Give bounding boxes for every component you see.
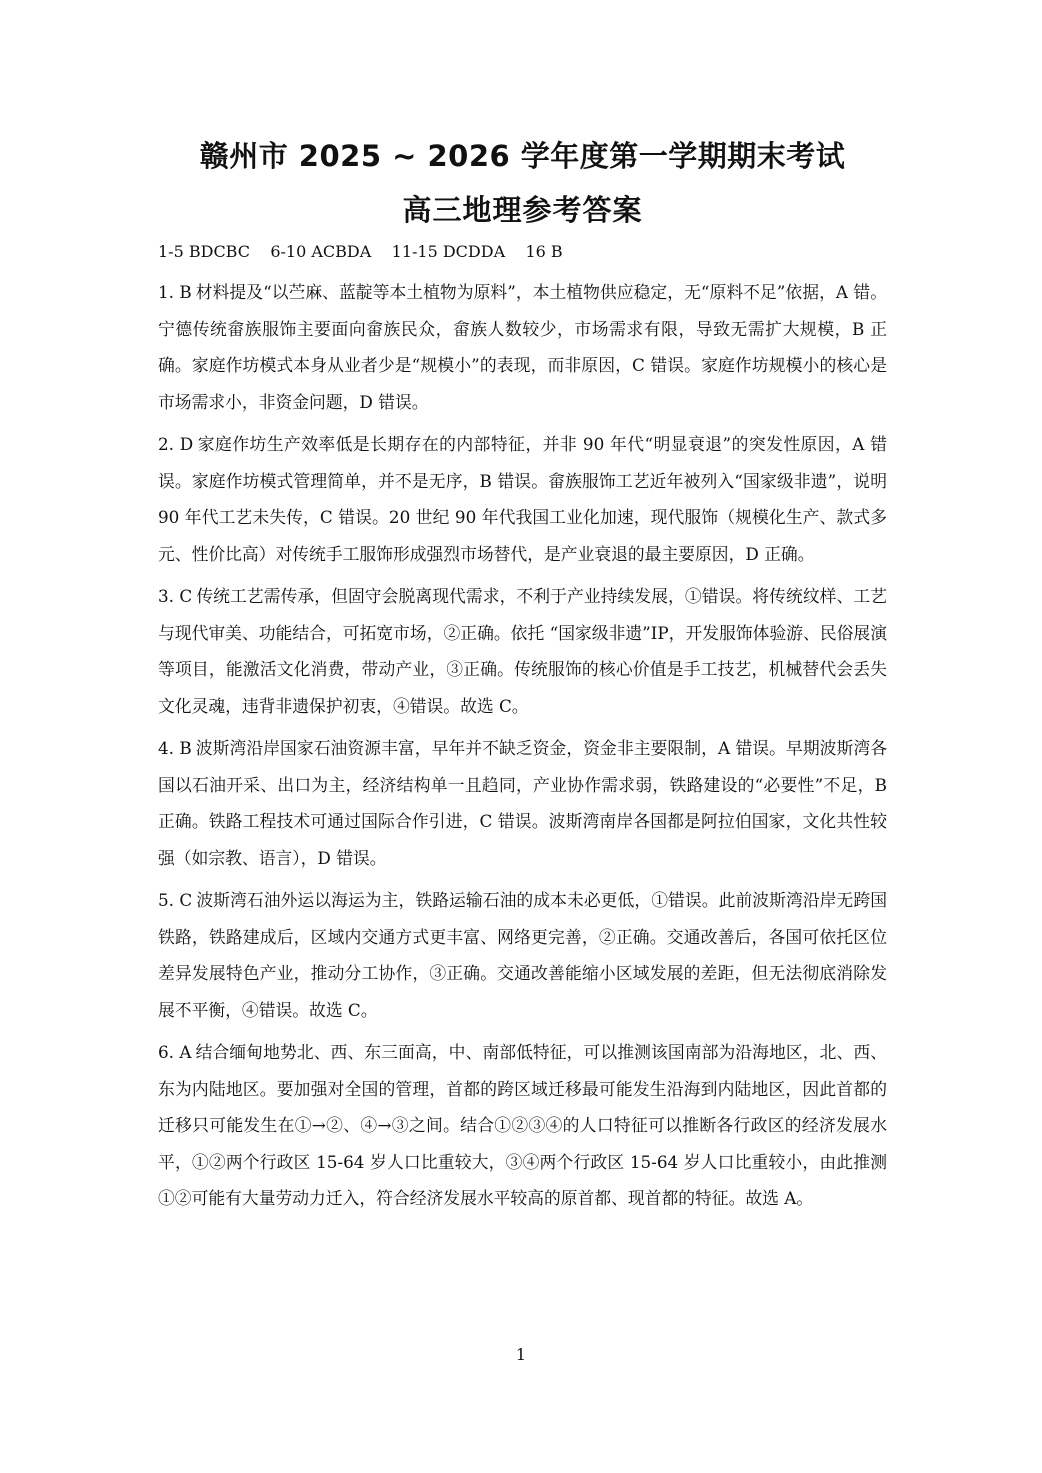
question-label: 5. C — [158, 890, 193, 910]
explanation-text: 传统工艺需传承，但固守会脱离现代需求，不利于产业持续发展，①错误。将传统纹样、工艺与现代审美、功能结合，可拓宽市场，②正确。依托 “国家级非遗”IP，开发服饰体验游、民俗展演等项目，能激活文化消费，带动产业，③正确。传统服饰的核心价值是手工技艺，机械替代会丢失文化灵魂，违背非遗保护初衷，④错误。故选 C。 — [158, 586, 887, 716]
explanation-item — [158, 1034, 887, 1217]
explanation-item — [158, 426, 887, 572]
explanation-item — [158, 578, 887, 724]
question-label: 3. C — [158, 586, 193, 606]
explanations-list — [158, 274, 887, 1217]
explanation-item — [158, 274, 887, 420]
question-label: 2. D — [158, 434, 194, 454]
explanation-text: 结合缅甸地势北、西、东三面高，中、南部低特征，可以推测该国南部为沿海地区，北、西、东为内陆地区。要加强对全国的管理，首都的跨区域迁移最可能发生沿海到内陆地区，因此首都的迁移只可能发生在①→②、④→③之间。结合①②③④的人口特征可以推断各行政区的经济发展水平，①②两个行政区 15-64 岁人口比重较大，③④两个行政区 15-64 岁人口比重较小，由此推测①②可能有大量劳动力迁入，符合经济发展水平较高的原首都、现首都的特征。故选 A。 — [158, 1042, 887, 1208]
explanation-text: 波斯湾石油外运以海运为主，铁路运输石油的成本未必更低，①错误。此前波斯湾沿岸无跨国铁路，铁路建成后，区域内交通方式更丰富、网络更完善，②正确。交通改善后，各国可依托区位差异发展特色产业，推动分工协作，③正确。交通改善能缩小区域发展的差距，但无法彻底消除发展不平衡，④错误。故选 C。 — [158, 890, 887, 1020]
question-label: 6. A — [158, 1042, 192, 1062]
answer-key-title: 高三地理参考答案 — [402, 193, 643, 227]
page-number: 1 — [515, 1345, 527, 1364]
question-label: 1. B — [158, 282, 192, 302]
explanation-text: 波斯湾沿岸国家石油资源丰富，早年并不缺乏资金，资金非主要限制，A 错误。早期波斯湾各国以石油开采、出口为主，经济结构单一且趋同，产业协作需求弱，铁路建设的“必要性”不足，B 正确。铁路工程技术可通过国际合作引进，C 错误。波斯湾南岸各国都是阿拉伯国家，文化共性较强（如宗教、语言），D 错误。 — [158, 738, 887, 868]
answer-key-summary: 1-5 BDCBC 6-10 ACBDA 11-15 DCDDA 16 B — [158, 242, 563, 261]
explanation-item — [158, 730, 887, 876]
explanation-text: 家庭作坊生产效率低是长期存在的内部特征，并非 90 年代“明显衰退”的突发性原因，A 错误。家庭作坊模式管理简单，并不是无序，B 错误。畲族服饰工艺近年被列入“国家级非遗”，说明 90 年代工艺未失传，C 错误。20 世纪 90 年代我国工业化加速，现代服饰（规模化生产、款式多元、性价比高）对传统手工服饰形成强烈市场替代，是产业衰退的最主要原因，D 正确。 — [158, 434, 887, 564]
explanation-item — [158, 882, 887, 1028]
exam-title: 赣州市 2025 ~ 2026 学年度第一学期期末考试 — [199, 139, 846, 173]
explanation-text: 材料提及“以苎麻、蓝靛等本土植物为原料”，本土植物供应稳定，无“原料不足”依据，A 错。宁德传统畲族服饰主要面向畲族民众，畲族人数较少，市场需求有限，导致无需扩大规模，B 正确。家庭作坊模式本身从业者少是“规模小”的表现，而非原因，C 错误。家庭作坊规模小的核心是市场需求小，非资金问题，D 错误。 — [158, 282, 887, 412]
question-label: 4. B — [158, 738, 192, 758]
